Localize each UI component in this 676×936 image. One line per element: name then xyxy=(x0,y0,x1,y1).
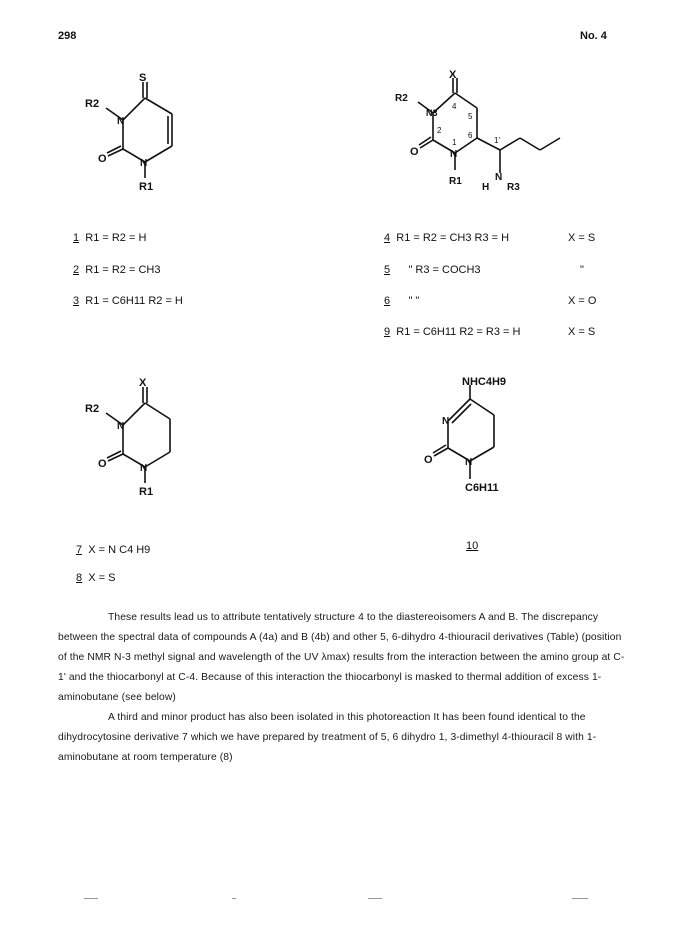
s3-n3-sub: R2 xyxy=(85,403,100,415)
scan-mark xyxy=(572,898,588,899)
s1-top-atom: S xyxy=(139,72,147,84)
s4-n1-sub: C6H11 xyxy=(465,482,499,494)
list-item: 9 R1 = C6H11 R2 = R3 = H xyxy=(384,326,521,338)
s4-n1-label: N xyxy=(465,457,473,468)
s2-pos2: 2 xyxy=(437,126,442,135)
s3-n1-label: N xyxy=(140,463,148,474)
s2-nh-r: R3 xyxy=(507,182,520,193)
body-text xyxy=(58,608,626,768)
list-item: 7 X = N C4 H9 xyxy=(76,544,151,556)
s2-pos4: 4 xyxy=(452,102,457,111)
structure-compound-10 xyxy=(410,375,550,510)
list-item-x: X = S xyxy=(568,326,596,338)
s2-pos5: 5 xyxy=(468,112,473,121)
list-item-x: " xyxy=(580,264,584,276)
s3-top-atom: X xyxy=(139,377,147,389)
issue-number: No. 4 xyxy=(580,30,607,42)
s2-pos1p: 1' xyxy=(494,136,500,145)
s3-n1-sub: R1 xyxy=(139,486,154,498)
compound-10-label: 10 xyxy=(466,540,479,552)
s2-pos6: 6 xyxy=(468,131,473,140)
scan-mark xyxy=(84,898,98,899)
list-item: 4 R1 = R2 = CH3 R3 = H xyxy=(384,232,510,244)
s2-n3-sub: R2 xyxy=(395,93,408,104)
list-item: 3 R1 = C6H11 R2 = H xyxy=(73,295,183,307)
s1-n1-label: N xyxy=(140,158,148,169)
list-item: 2 R1 = R2 = CH3 xyxy=(73,264,161,276)
structure-thiouracil xyxy=(80,70,200,200)
s2-o-label: O xyxy=(410,146,419,158)
s4-top-group: NHC4H9 xyxy=(462,376,507,388)
list-item: 8 X = S xyxy=(76,572,116,584)
scan-mark xyxy=(368,898,382,899)
s2-top-atom: X xyxy=(449,69,457,81)
list-item-x: X = O xyxy=(568,295,597,307)
structure-dihydro-general xyxy=(80,375,200,510)
s3-o-label: O xyxy=(98,458,107,470)
s2-n1-label: N xyxy=(450,149,458,160)
list-item: 6 " " xyxy=(384,295,420,307)
list-item-x: X = S xyxy=(568,232,596,244)
s1-n3-label: N xyxy=(117,116,125,127)
s1-n1-sub: R1 xyxy=(139,181,154,193)
s2-n1-sub: R1 xyxy=(449,176,462,187)
s4-o-label: O xyxy=(424,454,433,466)
s2-pos1: 1 xyxy=(452,138,457,147)
paragraph: These results lead us to attribute tentatively structure 4 to the diastereoisomers A and B. The discrepancy between the spectral data of compounds A (4a) and B (4b) and other 5, 6-dihydro 4-thiouracil derivatives (Table) (position of the NMR N-3 methyl signal and wavelength of the UV λmax) results from the interaction between the amino group at C-1' and the thiocarbonyl at C-4. Because of this interaction the thiocarbonyl is masked to thermal addition of excess 1-aminobutane (see below) xyxy=(58,612,625,703)
list-item: 5 " R3 = COCH3 xyxy=(384,264,481,276)
s1-o-label: O xyxy=(98,153,107,165)
list-item: 1 R1 = R2 = H xyxy=(73,232,147,244)
s1-n3-sub: R2 xyxy=(85,98,100,110)
s2-n3-label: N3 xyxy=(426,108,438,118)
s4-n3-label: N xyxy=(442,416,450,427)
page-number: 298 xyxy=(58,30,77,42)
scan-mark xyxy=(232,898,236,899)
s2-nh-n: N xyxy=(495,172,503,183)
paragraph: A third and minor product has also been isolated in this photoreaction It has been found identical to the dihydrocytosine derivative 7 which we have prepared by treatment of 5, 6 dihydro 1, 3-dimethyl 4-thiouracil 8 with 1-aminobutane at room temperature (8) xyxy=(58,712,597,763)
structure-dihydro-sidechain xyxy=(390,68,590,203)
s3-n3-label: N xyxy=(117,421,125,432)
s2-nh-h: H xyxy=(482,182,490,193)
